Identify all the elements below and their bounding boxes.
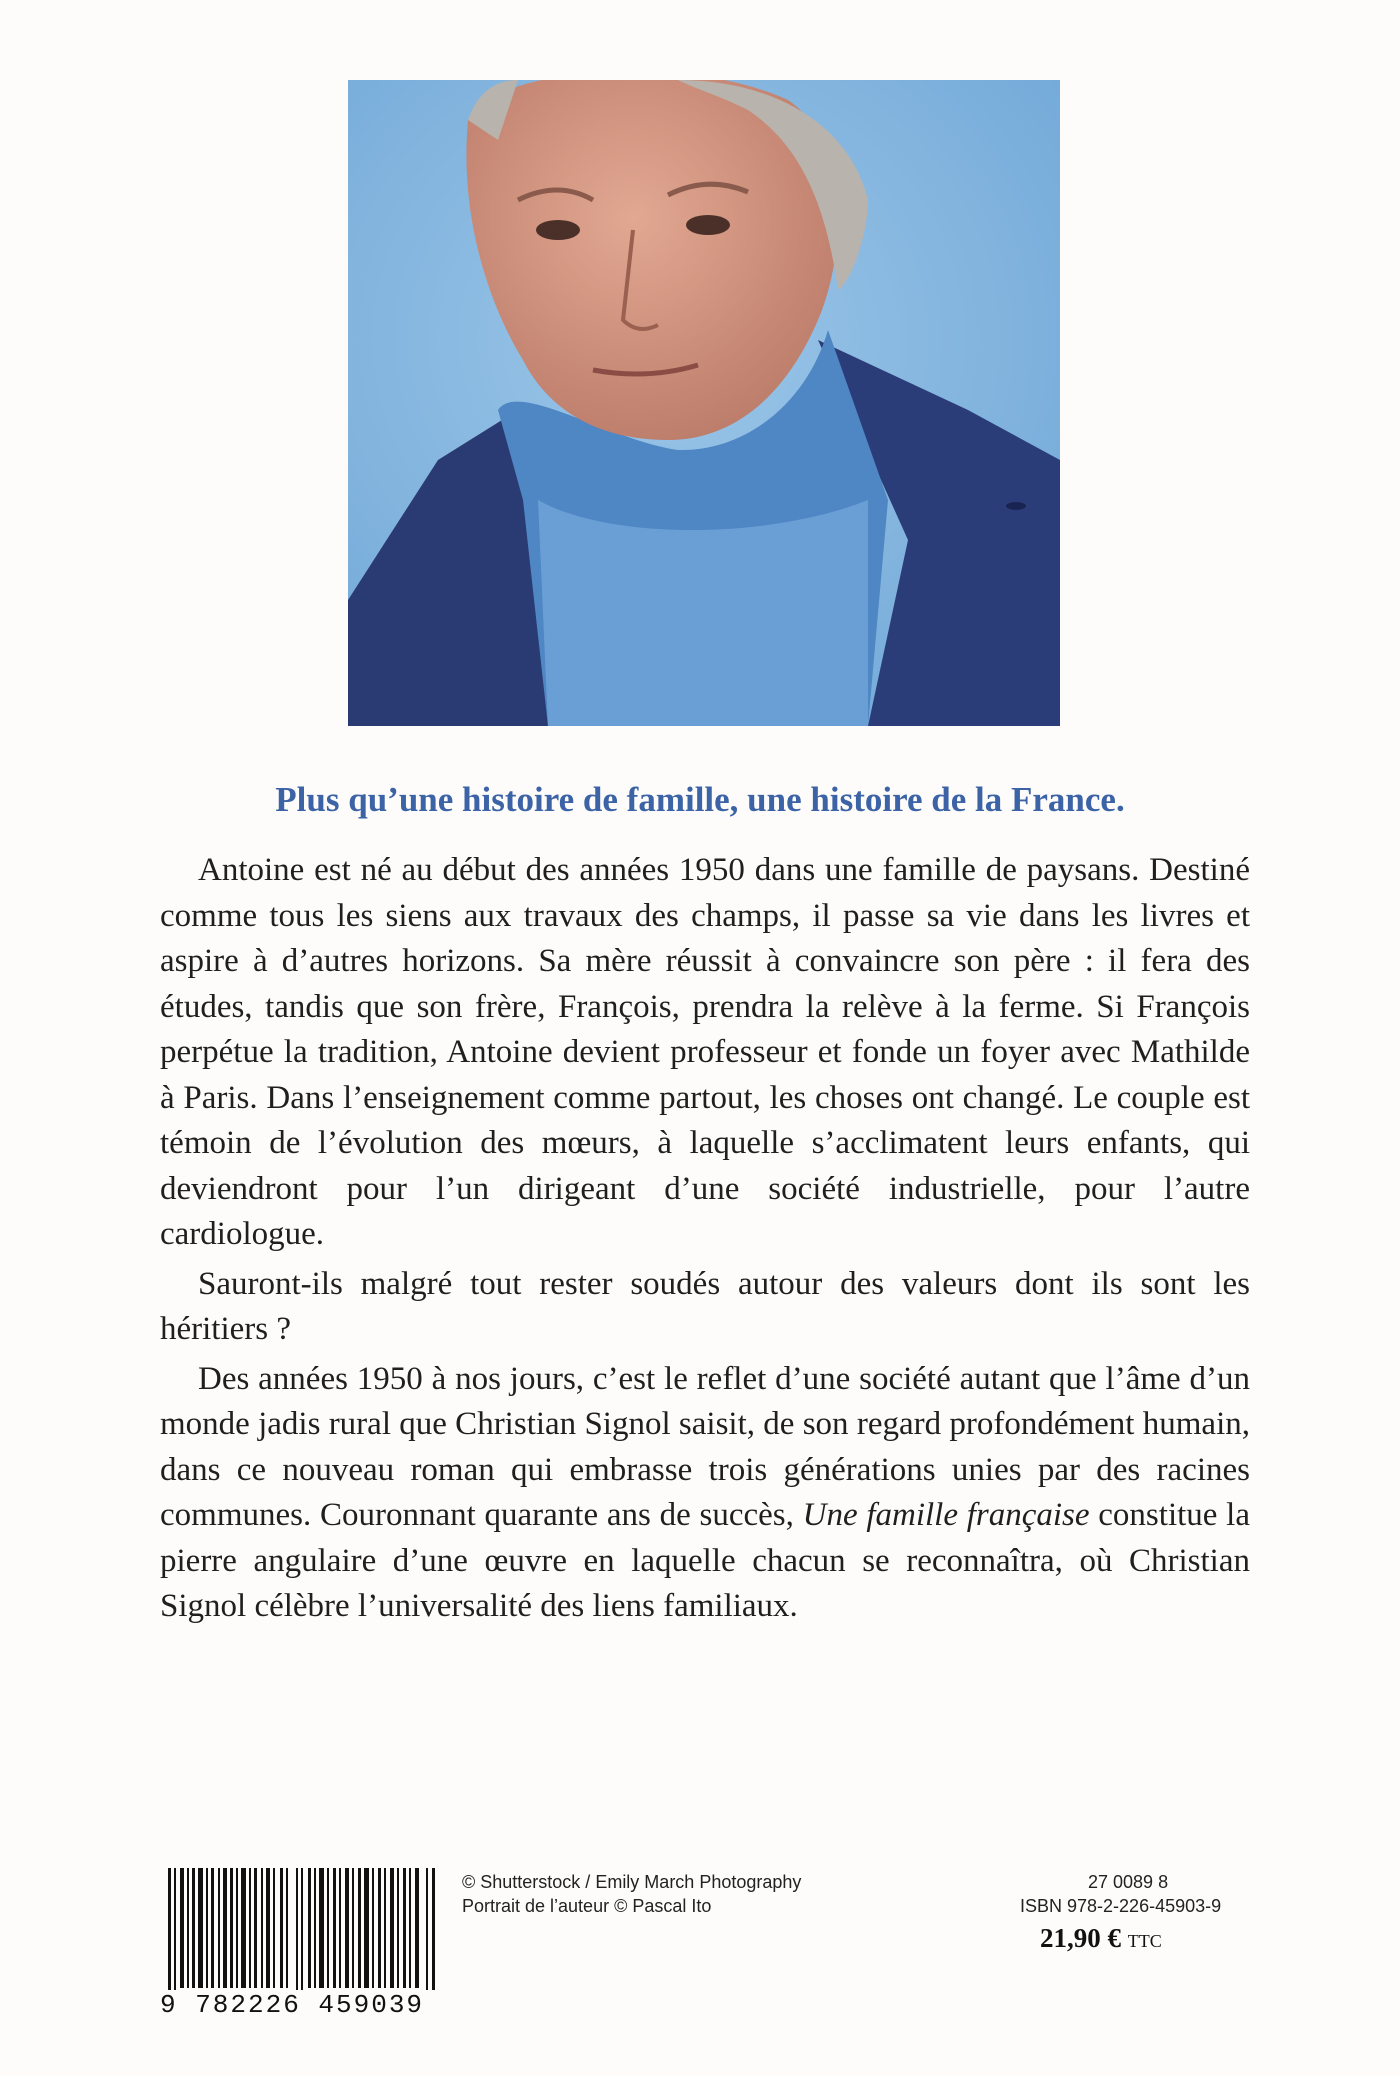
price-value: 21,90 €	[1040, 1923, 1121, 1953]
price-suffix: TTC	[1127, 1931, 1162, 1951]
credit-line-2: Portrait de l’auteur © Pascal Ito	[462, 1896, 712, 1916]
barcode-digits: 9 782226 459039	[160, 1990, 460, 2020]
publisher-code: 27 0089 8	[1088, 1872, 1169, 1892]
blurb-paragraph-2: Sauront-ils malgré tout rester soudés autour des valeurs dont ils sont les héritiers ?	[160, 1265, 1250, 1347]
back-cover-blurb	[160, 848, 1250, 1634]
blurb-p3-end: constitue la pierre angulaire d’une œuvre en laquelle chacun se reconnaîtra, où Christian Signol célèbre l’universalité des liens familiaux.	[160, 1497, 1250, 1624]
blurb-paragraph-3	[160, 1357, 1250, 1630]
publisher-info	[1020, 1870, 1221, 1953]
blurb-p3-start: Des années 1950 à nos jours, c’est le reflet d’une société autant que l’âme d’un monde jadis rural que Christian Signol saisit, de son regard profondément humain, dans ce nouveau roman qui embrasse trois générations unies par des racines communes. Couronnant quarante ans de succès,	[160, 1360, 1250, 1533]
book-title: Une famille française	[802, 1497, 1090, 1533]
blurb-paragraph-1: Antoine est né au début des années 1950 dans une famille de paysans. Destiné comme tous les siens aux travaux des champs, il passe sa vie dans les livres et aspire à d’autres horizons. Sa mère réussit à convaincre son père : il fera des études, tandis que son frère, François, prendra la relève à la ferme. Si François perpétue la tradition, Antoine devient professeur et fonde un foyer avec Mathilde à Paris. Dans l’enseignement comme partout, les choses ont changé. Le couple est témoin de l’évolution des mœurs, à laquelle s’acclimatent leurs enfants, qui deviendront pour l’un dirigeant d’une société industrielle, pour l’autre cardiologue.	[160, 852, 1250, 1252]
isbn: ISBN 978-2-226-45903-9	[1020, 1896, 1222, 1916]
author-portrait	[348, 80, 1060, 726]
credit-line-1: © Shutterstock / Emily March Photography	[462, 1872, 802, 1892]
tagline: Plus qu’une histoire de famille, une histoire de la France.	[275, 780, 1125, 819]
barcode	[168, 1868, 438, 2008]
price	[1020, 1923, 1221, 1953]
photo-credits	[462, 1870, 801, 1918]
